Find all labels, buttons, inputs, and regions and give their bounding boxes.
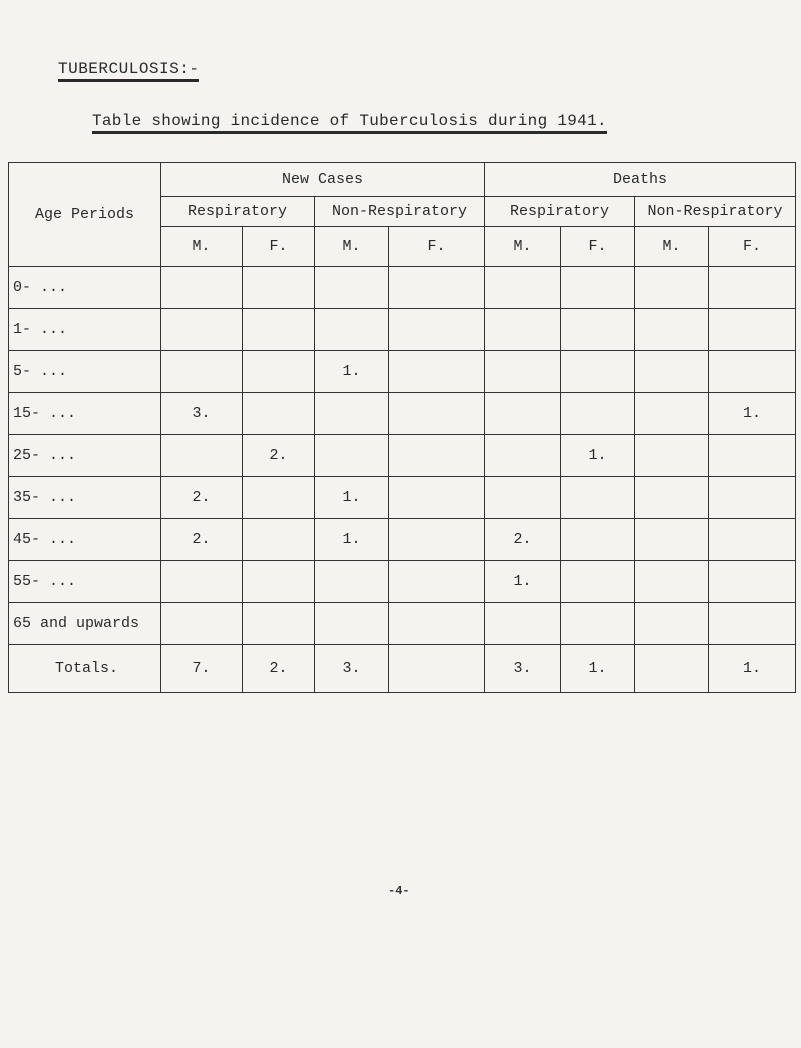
count-cell: 2. — [243, 435, 315, 477]
count-cell — [389, 435, 485, 477]
count-cell — [389, 267, 485, 309]
count-cell — [243, 603, 315, 645]
table-row — [9, 435, 796, 477]
table-row — [9, 519, 796, 561]
page-title: TUBERCULOSIS:- — [58, 60, 199, 82]
count-cell — [485, 603, 561, 645]
table-row — [9, 267, 796, 309]
totals-label: Totals. — [9, 645, 161, 693]
count-cell — [561, 267, 635, 309]
count-cell — [561, 309, 635, 351]
count-cell — [635, 561, 709, 603]
count-cell — [709, 435, 796, 477]
count-cell — [709, 309, 796, 351]
sex-header: F. — [561, 227, 635, 267]
count-cell — [485, 477, 561, 519]
count-cell — [561, 393, 635, 435]
count-cell — [709, 477, 796, 519]
table-caption: Table showing incidence of Tuberculosis during 1941. — [92, 112, 607, 134]
tuberculosis-table — [8, 162, 796, 693]
count-cell — [561, 603, 635, 645]
count-cell: 1. — [485, 561, 561, 603]
table-row — [9, 309, 796, 351]
count-cell — [709, 519, 796, 561]
count-cell — [485, 267, 561, 309]
total-cell — [635, 645, 709, 693]
count-cell — [561, 477, 635, 519]
count-cell — [485, 309, 561, 351]
count-cell — [243, 267, 315, 309]
count-cell — [243, 561, 315, 603]
total-cell: 1. — [561, 645, 635, 693]
age-period-cell: 55- ... — [9, 561, 161, 603]
count-cell — [389, 309, 485, 351]
count-cell — [243, 519, 315, 561]
count-cell — [485, 393, 561, 435]
count-cell — [315, 267, 389, 309]
table-row — [9, 351, 796, 393]
total-cell: 1. — [709, 645, 796, 693]
count-cell — [161, 561, 243, 603]
count-cell — [315, 435, 389, 477]
sex-header: M. — [485, 227, 561, 267]
count-cell — [709, 267, 796, 309]
table-row — [9, 477, 796, 519]
count-cell — [315, 393, 389, 435]
new-non-respiratory-header: Non-Respiratory — [315, 197, 485, 227]
count-cell: 1. — [561, 435, 635, 477]
totals-row — [9, 645, 796, 693]
count-cell — [161, 435, 243, 477]
count-cell: 2. — [161, 519, 243, 561]
count-cell — [243, 309, 315, 351]
count-cell — [389, 477, 485, 519]
count-cell — [709, 351, 796, 393]
count-cell — [635, 603, 709, 645]
count-cell — [315, 309, 389, 351]
table-row — [9, 603, 796, 645]
count-cell — [161, 267, 243, 309]
table-row — [9, 393, 796, 435]
count-cell — [389, 561, 485, 603]
count-cell — [485, 351, 561, 393]
count-cell: 1. — [315, 351, 389, 393]
sex-header: M. — [161, 227, 243, 267]
count-cell — [485, 435, 561, 477]
count-cell — [243, 393, 315, 435]
sex-header: M. — [315, 227, 389, 267]
sex-header: M. — [635, 227, 709, 267]
age-period-cell: 35- ... — [9, 477, 161, 519]
count-cell — [315, 561, 389, 603]
count-cell — [561, 351, 635, 393]
count-cell: 2. — [485, 519, 561, 561]
count-cell: 1. — [315, 519, 389, 561]
count-cell — [161, 351, 243, 393]
count-cell — [635, 519, 709, 561]
count-cell — [243, 477, 315, 519]
count-cell — [635, 393, 709, 435]
age-periods-header: Age Periods — [9, 163, 161, 267]
count-cell — [635, 309, 709, 351]
count-cell — [709, 561, 796, 603]
deaths-respiratory-header: Respiratory — [485, 197, 635, 227]
count-cell — [561, 519, 635, 561]
sex-header: F. — [243, 227, 315, 267]
count-cell — [635, 477, 709, 519]
total-cell — [389, 645, 485, 693]
sex-header: F. — [709, 227, 796, 267]
count-cell — [161, 603, 243, 645]
deaths-non-respiratory-header: Non-Respiratory — [635, 197, 796, 227]
count-cell — [161, 309, 243, 351]
count-cell: 2. — [161, 477, 243, 519]
count-cell — [389, 351, 485, 393]
sex-header: F. — [389, 227, 485, 267]
count-cell: 1. — [709, 393, 796, 435]
count-cell — [243, 351, 315, 393]
count-cell — [635, 351, 709, 393]
count-cell — [315, 603, 389, 645]
count-cell — [389, 393, 485, 435]
count-cell — [389, 519, 485, 561]
count-cell: 1. — [315, 477, 389, 519]
age-period-cell: 1- ... — [9, 309, 161, 351]
total-cell: 2. — [243, 645, 315, 693]
total-cell: 3. — [485, 645, 561, 693]
total-cell: 7. — [161, 645, 243, 693]
total-cell: 3. — [315, 645, 389, 693]
age-period-cell: 45- ... — [9, 519, 161, 561]
count-cell — [389, 603, 485, 645]
age-period-cell: 25- ... — [9, 435, 161, 477]
count-cell — [635, 435, 709, 477]
age-period-cell: 5- ... — [9, 351, 161, 393]
page-number: -4- — [388, 884, 410, 898]
new-respiratory-header: Respiratory — [161, 197, 315, 227]
count-cell — [561, 561, 635, 603]
count-cell — [709, 603, 796, 645]
new-cases-header: New Cases — [161, 163, 485, 197]
age-period-cell: 15- ... — [9, 393, 161, 435]
age-period-cell: 0- ... — [9, 267, 161, 309]
deaths-header: Deaths — [485, 163, 796, 197]
count-cell: 3. — [161, 393, 243, 435]
age-period-cell: 65 and upwards — [9, 603, 161, 645]
count-cell — [635, 267, 709, 309]
table-row — [9, 561, 796, 603]
